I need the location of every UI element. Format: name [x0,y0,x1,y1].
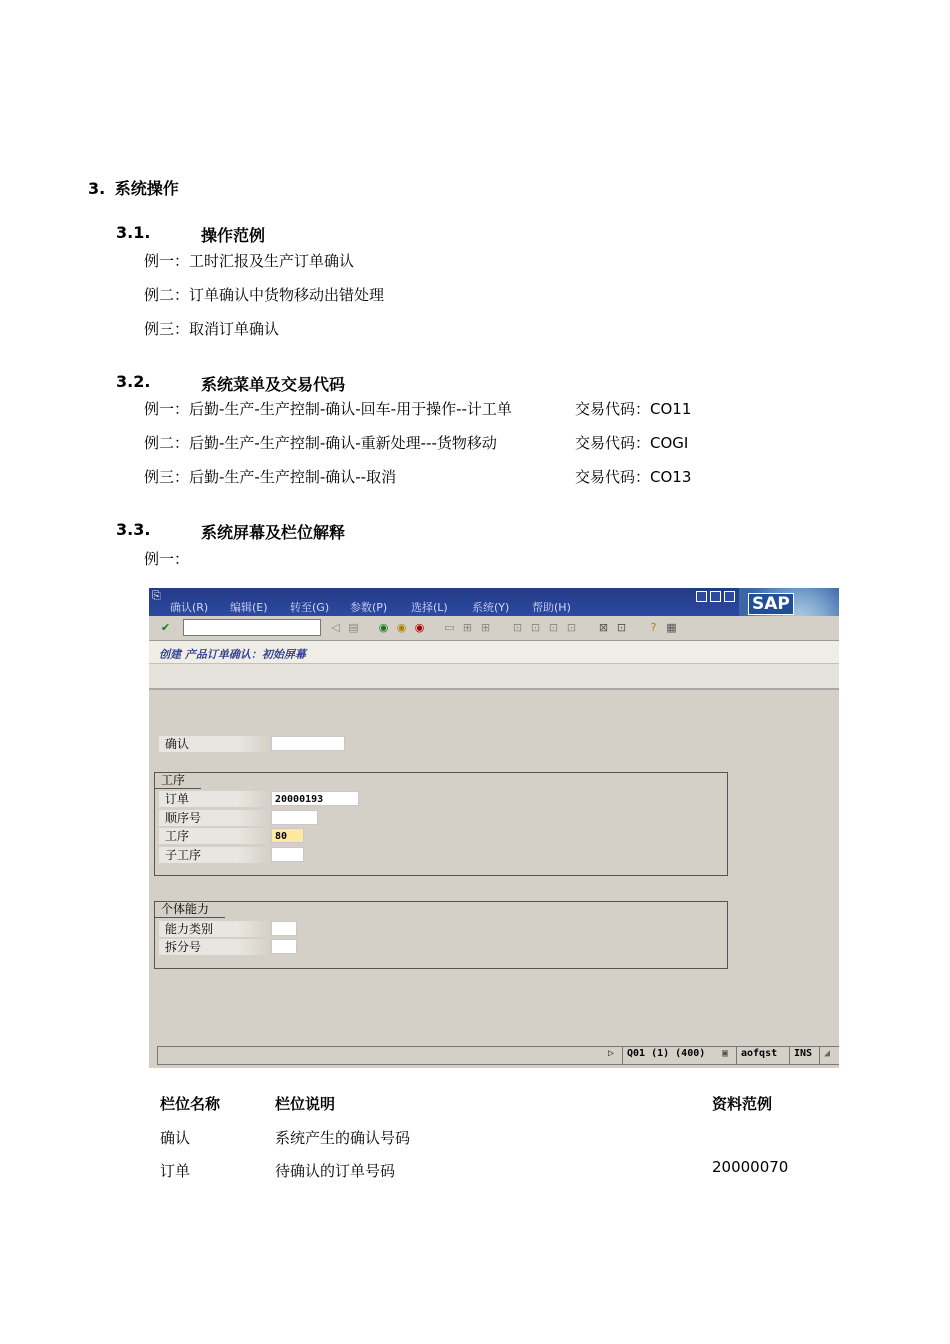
menu-path: 例一：后勤-生产-生产控制-确认-回车-用于操作--计工单 [144,400,512,418]
capacity-category-field[interactable] [271,921,297,936]
status-arrow-icon[interactable]: ▷ [608,1048,615,1059]
menu-edit[interactable]: 编辑(E) [230,601,268,614]
example-label: 例一： [144,550,190,568]
sub-operation-field[interactable] [271,847,304,862]
order-label: 订单 [159,791,271,807]
table-cell-desc: 系统产生的确认号码 [275,1129,411,1147]
layout-menu-icon[interactable]: ▦ [666,621,677,634]
example-item: 例三：取消订单确认 [144,320,280,338]
menu-path: 例三：后勤-生产-生产控制-确认--取消 [144,468,397,486]
exit-icon[interactable]: ◉ [396,621,407,634]
table-cell-example: 20000070 [712,1158,789,1176]
transaction-code: 交易代码：COGI [575,434,689,452]
application-toolbar [149,664,839,690]
capacity-category-label: 能力类别 [159,921,271,937]
system-menu-icon[interactable]: ⎘ [152,589,161,602]
sub-operation-label: 子工序 [159,847,271,863]
confirm-field[interactable] [271,736,345,751]
previous-page-icon[interactable]: ⊡ [530,621,541,634]
table-cell-name: 订单 [160,1162,191,1180]
new-session-icon[interactable]: ⊠ [598,621,609,634]
cancel-icon[interactable]: ◉ [414,621,425,634]
section-number: 3. [88,179,106,198]
status-system: Q01 (1) (400) [627,1048,706,1059]
next-page-icon[interactable]: ⊡ [548,621,559,634]
subsection-title-3-2: 系统菜单及交易代码 [201,375,346,394]
table-header-field-name: 栏位名称 [160,1095,221,1113]
menu-system[interactable]: 系统(Y) [472,601,510,614]
minimize-icon[interactable] [696,591,707,602]
subsection-number-3-2: 3.2. [116,372,151,391]
save-icon[interactable]: ▤ [348,621,359,634]
section-title: 系统操作 [114,179,179,198]
table-cell-desc: 待确认的订单号码 [275,1162,396,1180]
standard-toolbar [149,616,839,641]
subsection-title-3-1: 操作范例 [201,226,266,245]
table-header-example: 资料范例 [712,1095,773,1113]
order-field[interactable]: 20000193 [271,791,359,806]
find-next-icon[interactable]: ⊞ [480,621,491,634]
table-cell-name: 确认 [160,1129,191,1147]
menu-goto[interactable]: 转至(G) [290,601,330,614]
status-expand-icon[interactable]: ▣ [722,1048,729,1059]
transaction-code: 交易代码：CO13 [575,468,692,486]
menu-params[interactable]: 参数(P) [350,601,388,614]
maximize-icon[interactable] [710,591,721,602]
help-icon[interactable]: ? [650,621,657,634]
menu-select[interactable]: 选择(L) [411,601,448,614]
status-server: aofqst [741,1048,778,1059]
operation-group [154,772,728,876]
print-icon[interactable]: ▭ [444,621,455,634]
subsection-number-3-1: 3.1. [116,223,151,242]
command-field[interactable] [183,619,321,636]
menu-confirm[interactable]: 确认(R) [170,601,209,614]
table-header-field-desc: 栏位说明 [275,1095,336,1113]
last-page-icon[interactable]: ⊡ [566,621,577,634]
screen-title: 创建 产品订单确认：初始屏幕 [159,648,306,661]
menu-help[interactable]: 帮助(H) [532,601,571,614]
example-item: 例二：订单确认中货物移动出错处理 [144,286,385,304]
operation-group-title: 工序 [155,773,201,789]
close-icon[interactable] [724,591,735,602]
shortcut-icon[interactable]: ⊡ [616,621,627,634]
operation-label: 工序 [159,828,271,844]
sequence-label: 顺序号 [159,810,271,826]
find-icon[interactable]: ⊞ [462,621,473,634]
transaction-code: 交易代码：CO11 [575,400,692,418]
sap-logo: SAP [748,593,794,615]
sap-screenshot [149,588,839,1068]
resize-grip-icon[interactable]: ◢ [824,1048,831,1059]
operation-field[interactable]: 80 [271,828,304,843]
split-number-field[interactable] [271,939,297,954]
subsection-title-3-3: 系统屏幕及栏位解释 [201,523,346,542]
first-page-icon[interactable]: ⊡ [512,621,523,634]
example-item: 例一：工时汇报及生产订单确认 [144,252,355,270]
expand-icon[interactable]: ◁ [331,621,340,634]
subsection-number-3-3: 3.3. [116,520,151,539]
sequence-field[interactable] [271,810,318,825]
confirm-label: 确认 [159,736,271,752]
capacity-group-title: 个体能力 [155,902,225,918]
status-mode: INS [794,1048,813,1059]
screen-title-bar [149,641,839,664]
menu-path: 例二：后勤-生产-生产控制-确认-重新处理---货物移动 [144,434,497,452]
enter-icon[interactable]: ✔ [160,621,171,634]
capacity-group [154,901,728,969]
split-number-label: 拆分号 [159,939,271,955]
back-icon[interactable]: ◉ [378,621,389,634]
status-bar [157,1046,839,1065]
section-heading [88,176,179,199]
menu-bar [149,588,839,616]
